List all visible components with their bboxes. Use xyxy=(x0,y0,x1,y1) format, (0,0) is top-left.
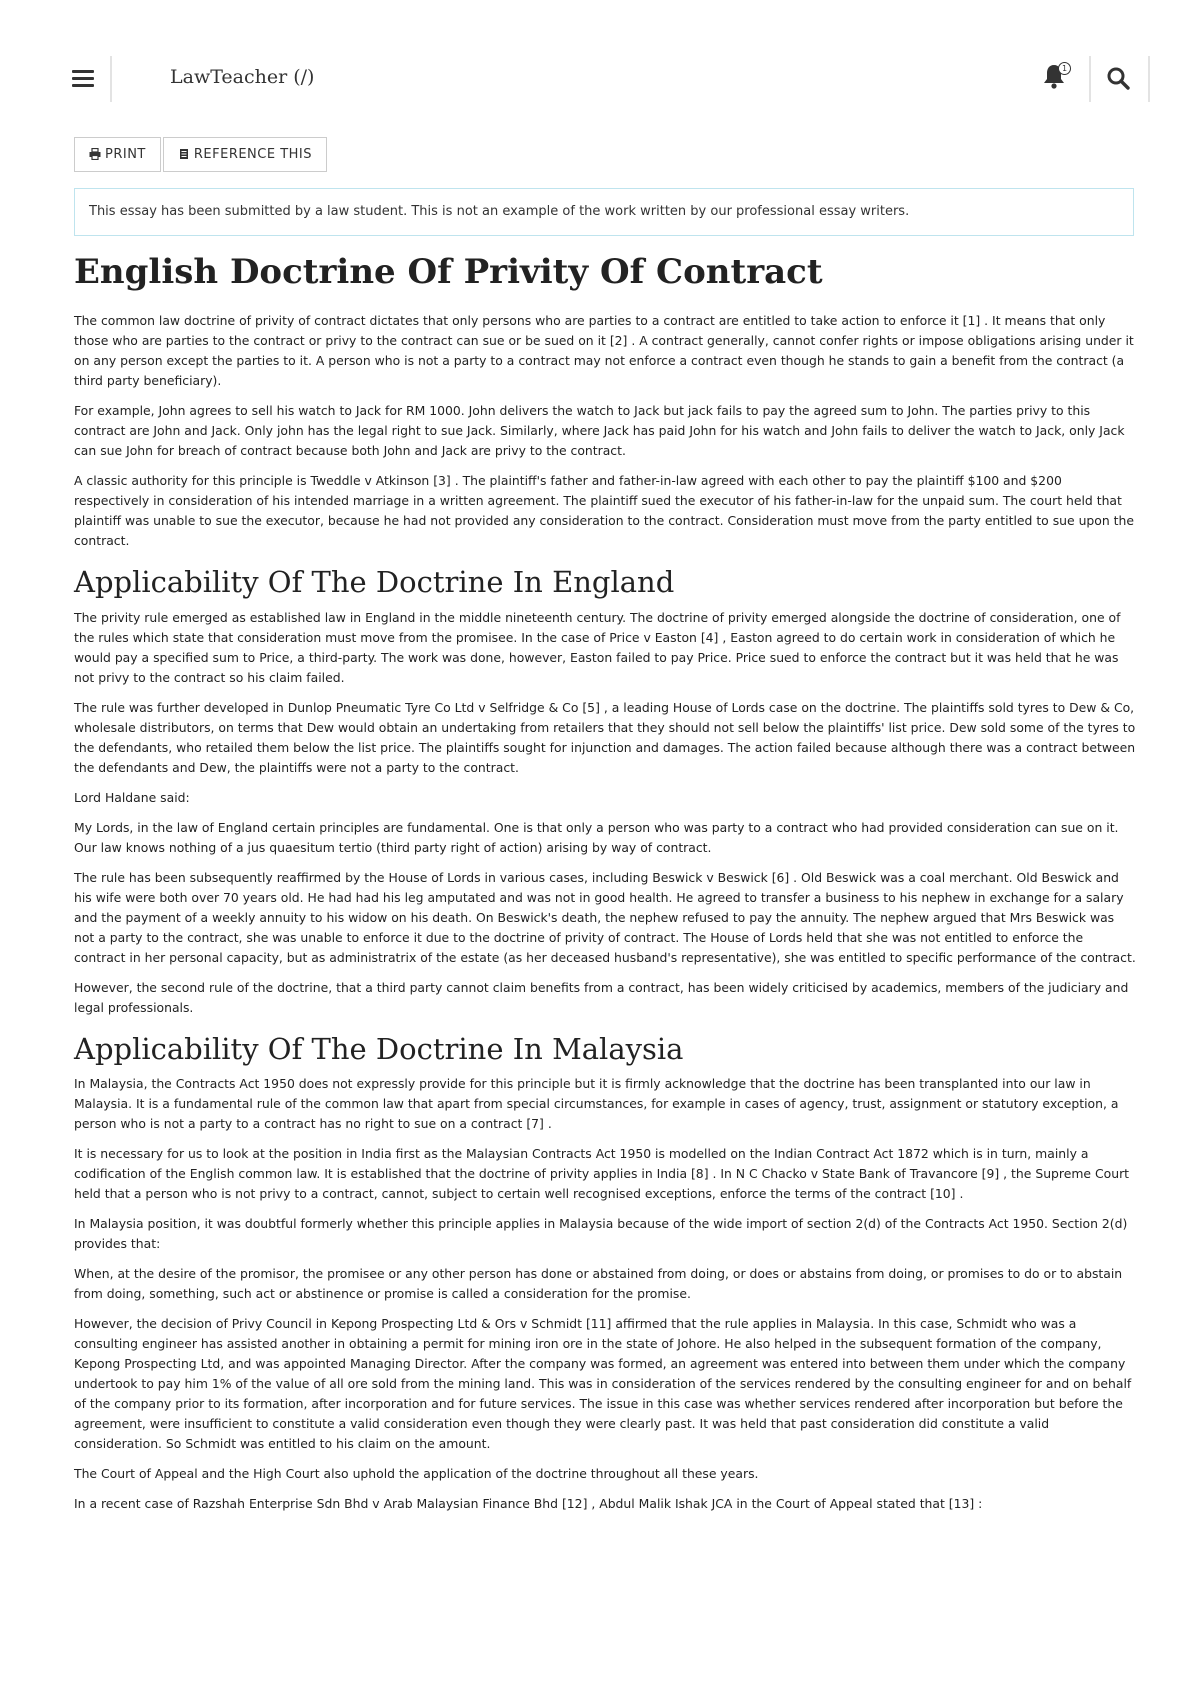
paragraph: However, the decision of Privy Council in Kepong Prospecting Ltd & Ors v Schmidt [11] affirmed that the rule applies in Malaysia. In this case, Schmidt who was a consulting engineer has assisted another in obtaining a permit for mining iron ore in the state of Johore. He also helped in the subsequent formation of the company, Kepong Prospecting Ltd, and was appointed Managing Director. After the company was formed, an agreement was entered into between them under which the company undertook to pay him 1% of the value of all ore sold from the mining land. This was in consideration of the services rendered by the consulting engineer for and on behalf of the company prior to its formation, after incorporation and for future services. The issue in this case was whether services rendered after incorporation but before the agreement, were insufficient to constitute a valid consideration even though they were clearly past. It was held that past consideration did constitute a valid consideration. So Schmidt was entitled to his claim on the amount. xyxy=(74,1316,1132,1452)
reference-book-icon xyxy=(178,148,190,160)
search-icon xyxy=(1106,66,1132,92)
section-heading-england: Applicability Of The Doctrine In England xyxy=(74,564,675,599)
header-divider xyxy=(1148,56,1150,102)
site-header xyxy=(0,0,1200,160)
paragraph: It is necessary for us to look at the position in India first as the Malaysian Contracts Act 1950 is modelled on the Indian Contract Act 1872 which is in turn, mainly a codification of the English common law. It is established that the doctrine of privity applies in India [8] . In N C Chacko v State Bank of Travancore [9] , the Supreme Court held that a person who is not privy to a contract, cannot, subject to certain well recognised exceptions, enforce the terms of the contract [10] . xyxy=(74,1146,1130,1202)
paragraph: The privity rule emerged as established law in England in the middle nineteenth century. The doctrine of privity emerged alongside the doctrine of consideration, one of the rules which state that consideration must move from the promisee. In the case of Price v Easton [4] , Easton agreed to do certain work in consideration of which he would pay a specified sum to Price, a third-party. The work was done, however, Easton failed to pay Price. Price sued to enforce the contract but it was held that he was not privy to the contract so his claim failed. xyxy=(74,609,1121,685)
quote-paragraph: My Lords, in the law of England certain principles are fundamental. One is that only a person who was party to a contract who had provided consideration can sue on it. Our law knows nothing of a jus quaesitum tertio (third party right of action) arising by way of contract. xyxy=(74,819,1119,855)
reference-this-button[interactable] xyxy=(163,137,327,172)
quote-paragraph: When, at the desire of the promisor, the promisee or any other person has done or abstained from doing, or does or abstains from doing, or promises to do or to abstain from doing, something, such act or abstinence or promise is called a consideration for the promise. xyxy=(74,1266,1123,1302)
paragraph: The common law doctrine of privity of contract dictates that only persons who are parties to a contract are entitled to take action to enforce it [1] . It means that only those who are parties to the contract or privy to the contract can sue or be sued on it [2] . A contract generally, cannot confer rights or impose obligations arising under it on any person except the parties to it. A person who is not a party to a contract may not enforce a contract even though he stands to gain a benefit from the contract (a third party beneficiary). xyxy=(74,312,1134,388)
paragraph: Lord Haldane said: xyxy=(74,789,190,805)
paragraph: In Malaysia position, it was doubtful formerly whether this principle applies in Malaysia because of the wide import of section 2(d) of the Contracts Act 1950. Section 2(d) provides that: xyxy=(74,1216,1128,1252)
print-button[interactable] xyxy=(74,137,161,172)
print-label: PRINT xyxy=(105,147,146,162)
toolbar xyxy=(74,137,329,172)
paragraph: In a recent case of Razshah Enterprise Sdn Bhd v Arab Malaysian Finance Bhd [12] , Abdul Malik Ishak JCA in the Court of Appeal stated that [13] : xyxy=(74,1496,983,1512)
paragraph: The rule was further developed in Dunlop Pneumatic Tyre Co Ltd v Selfridge & Co [5] , a leading House of Lords case on the doctrine. The plaintiffs sold tyres to Dew & Co, wholesale distributors, on terms that Dew would obtain an undertaking from retailers that they should not sell below the plaintiffs' list price. Dew sold some of the tyres to the defendants, who retailed them below the list price. The plaintiffs sought for injunction and damages. The action failed because although there was a contract between the defendants and Dew, the plaintiffs were not a party to the contract. xyxy=(74,699,1136,775)
section-heading-malaysia: Applicability Of The Doctrine In Malaysia xyxy=(74,1031,684,1066)
notification-bell-button[interactable] xyxy=(1041,62,1071,92)
paragraph: For example, John agrees to sell his watch to Jack for RM 1000. John delivers the watch to Jack but jack fails to pay the agreed sum to John. The parties privy to this contract are John and Jack. Only john has the legal right to sue Jack. Similarly, where Jack has paid John for his watch and John fails to deliver the watch to Jack, only Jack can sue John for breach of contract because both John and Jack are privy to the contract. xyxy=(74,402,1125,458)
student-essay-notice: This essay has been submitted by a law student. This is not an example of the work written by our professional essay writers. xyxy=(74,188,1134,236)
article-title: English Doctrine Of Privity Of Contract xyxy=(74,252,823,292)
hamburger-menu-icon[interactable] xyxy=(72,70,94,88)
printer-icon xyxy=(89,148,101,160)
article-body xyxy=(74,252,1136,1524)
paragraph: The Court of Appeal and the High Court also uphold the application of the doctrine throughout all these years. xyxy=(74,1466,759,1482)
reference-this-label: REFERENCE THIS xyxy=(193,147,313,162)
paragraph: In Malaysia, the Contracts Act 1950 does not expressly provide for this principle but it is firmly acknowledge that the doctrine has been transplanted into our law in Malaysia. It is a fundamental rule of the common law that apart from special circumstances, for example in cases of agency, trust, assignment or statutory exception, a person who is not a party to a contract has no right to sue on a contract [7] . xyxy=(74,1076,1119,1132)
notification-count-badge: 1 xyxy=(1058,62,1071,75)
search-button[interactable] xyxy=(1106,66,1132,92)
site-brand-link[interactable]: LawTeacher (/) xyxy=(170,66,315,88)
header-divider xyxy=(1089,56,1091,102)
paragraph: A classic authority for this principle is Tweddle v Atkinson [3] . The plaintiff's father and father-in-law agreed with each other to pay the plaintiff $100 and $200 respectively in consideration of his intended marriage in a written agreement. The plaintiff sued the executor of his father-in-law for the unpaid sum. The court held that plaintiff was unable to sue the executor, because he had not provided any consideration to the contract. Consideration must move from the party entitled to sue upon the contract. xyxy=(74,472,1134,548)
paragraph: However, the second rule of the doctrine, that a third party cannot claim benefits from a contract, has been widely criticised by academics, members of the judiciary and legal professionals. xyxy=(74,979,1129,1015)
header-divider xyxy=(110,56,112,102)
paragraph: The rule has been subsequently reaffirmed by the House of Lords in various cases, including Beswick v Beswick [6] . Old Beswick was a coal merchant. Old Beswick and his wife were both over 70 years old. He had had his leg amputated and was not in good health. He agreed to transfer a business to his nephew in exchange for a salary and the payment of a weekly annuity to his widow on his death. On Beswick's death, the nephew refused to pay the annuity. The nephew argued that Mrs Beswick was not a party to the contract, she was unable to enforce it due to the doctrine of privity of contract. The House of Lords held that she was not entitled to enforce the contract in her personal capacity, but as administratrix of the estate (as her deceased husband's representative), she was entitled to specific performance of the contract. xyxy=(74,869,1136,965)
